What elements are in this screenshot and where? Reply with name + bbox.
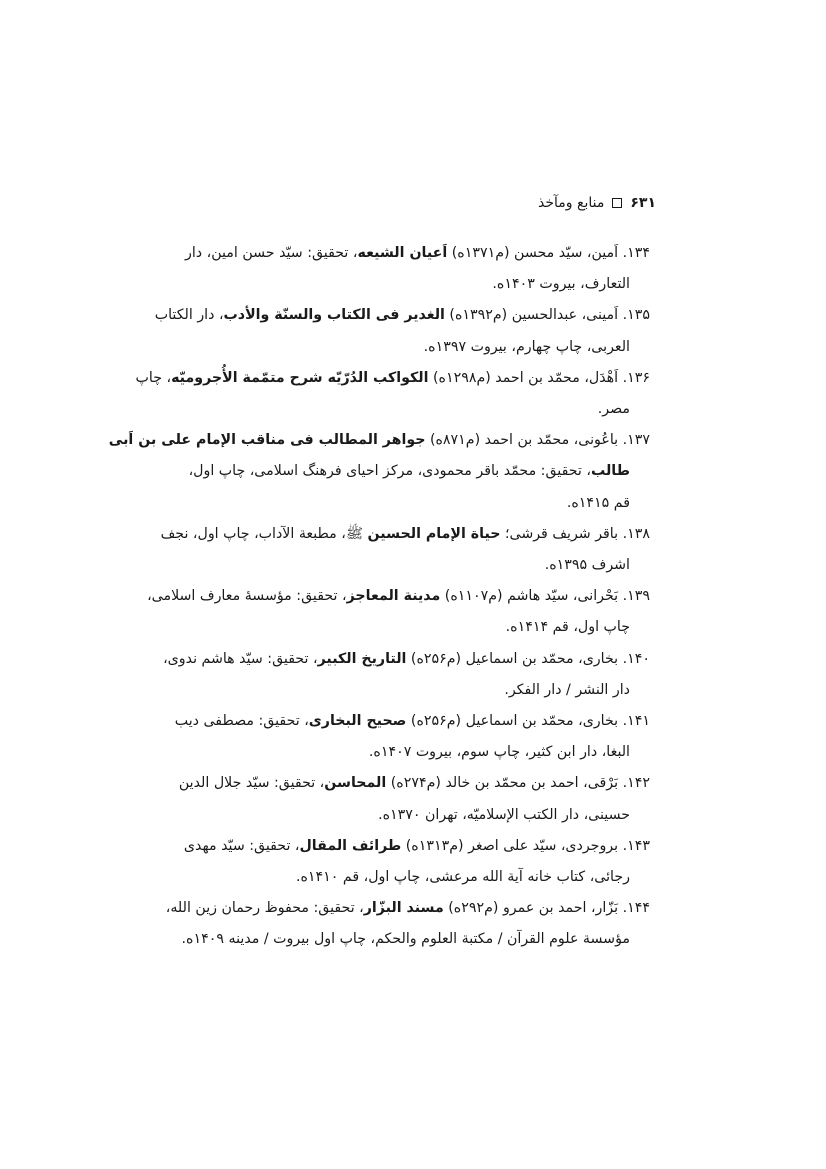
entry-continuation: قم ۱۴۱۵ه.	[566, 494, 630, 511]
entry-line: ۱۴۲. بَرْقی، احمد بن محمّد بن خالد (م۲۷۴ه) المحاسن، تحقیق: سیّد جلال الدین	[178, 775, 650, 792]
entry-author: اَهْدَل، محمّد بن احمد (م۱۲۹۸ه)	[428, 369, 619, 386]
list-item	[160, 519, 650, 581]
entry-details: ، تحقیق: مصطفی دیب	[174, 713, 309, 730]
list-item	[176, 238, 650, 300]
entry-title: صحیح البخاری	[308, 713, 407, 730]
entry-title-continuation: طالب	[590, 463, 630, 480]
entry-details: ، تحقیق: محفوظ رحمان زین الله،	[165, 900, 364, 917]
entry-number: ۱۳۶	[627, 369, 650, 386]
entry-number: ۱۳۷	[627, 432, 650, 449]
entry-details: ، تحقیق: سیّد مهدی	[183, 837, 300, 854]
entry-title: الغدیر فی الکتاب والسنّة والأدب	[223, 307, 445, 324]
entry-number: ۱۴۲	[627, 775, 650, 792]
list-item	[108, 425, 650, 519]
entry-author: بَحْرانی، سیّد هاشم (م۱۱۰۷ه)	[440, 588, 619, 605]
page-number: ۶۳۱	[630, 195, 656, 211]
entry-continuation: رجائی، کتاب خانه آیة الله مرعشی، چاپ اول، قم ۱۴۱۰ه.	[295, 869, 630, 886]
entry-continuation	[176, 456, 650, 487]
bibliography-list	[108, 238, 650, 956]
entry-continuation: البغا، دار ابن کثیر، چاپ سوم، بیروت ۱۴۰۷ه.	[368, 744, 630, 761]
entry-author: بخاری، محمّد بن اسماعیل (م۲۵۶ه)	[406, 713, 619, 730]
entry-details: ، تحقیق: سیّد حسن امین، دار	[185, 245, 358, 261]
entry-line: ۱۳۴. اَمین، سیّد محسن (م۱۳۷۱ه) اَعیان الشیعه، تحقیق: سیّد حسن امین، دار	[185, 245, 650, 261]
entry-continuation: حسینی، دار الکتب الإسلامیّه، تهران ۱۳۷۰ه.	[378, 806, 630, 823]
entry-line: ۱۴۱. بخاری، محمّد بن اسماعیل (م۲۵۶ه) صحیح البخاری، تحقیق: مصطفی دیب	[174, 713, 650, 730]
entry-continuation: مؤسسة علوم القرآن / مکتبة العلوم والحکم، چاپ اول بیروت / مدینه ۱۴۰۹ه.	[181, 931, 630, 948]
entry-details: ، چاپ	[135, 369, 172, 386]
entry-line: ۱۳۶. اَهْدَل، محمّد بن احمد (م۱۲۹۸ه) الکواکب الدُرّیّه شرح متمّمة الأُجرومیّه، چاپ	[135, 369, 650, 386]
running-header	[178, 191, 656, 215]
entry-title: اَعیان الشیعه	[357, 245, 448, 261]
list-item	[163, 644, 650, 706]
entry-title: حیاة الإمام الحسین	[367, 525, 501, 542]
entry-continuation: العربی، چاپ چهارم، بیروت ۱۳۹۷ه.	[423, 338, 630, 355]
entry-continuation: دار النشر / دار الفکر.	[504, 681, 630, 698]
entry-continuation: اشرف ۱۳۹۵ه.	[544, 557, 630, 574]
entry-number: ۱۴۴	[627, 900, 650, 917]
entry-number: ۱۳۴	[627, 245, 650, 261]
entry-number: ۱۳۹	[627, 588, 650, 605]
square-bullet-icon	[612, 198, 622, 208]
entry-line: ۱۳۸. باقر شریف قرشی؛ حیاة الإمام الحسین ﷺ، مطبعة الآداب، چاپ اول، نجف	[160, 525, 650, 542]
entry-continuation: التعارف، بیروت ۱۴۰۳ه.	[492, 276, 630, 293]
list-item	[176, 768, 650, 830]
entry-details: ، دار الکتاب	[154, 307, 224, 324]
entry-number: ۱۴۱	[627, 713, 650, 730]
entry-number: ۱۴۳	[627, 837, 650, 854]
entry-details: ﷺ، مطبعة الآداب، چاپ اول، نجف	[160, 525, 368, 542]
entry-author: بَزّار، احمد بن عمرو (م۲۹۲ه)	[443, 900, 619, 917]
entry-author: بَرْقی، احمد بن محمّد بن خالد (م۲۷۴ه)	[386, 775, 619, 792]
entry-details: ، تحقیق: سیّد هاشم ندوی،	[163, 650, 318, 667]
list-item	[176, 706, 650, 768]
entry-line: ۱۳۷. باعُونی، محمّد بن احمد (م۸۷۱ه) جواهر المطالب فی مناقب الإمام علی بن اَبی	[108, 432, 650, 449]
entry-author: اَمینی، عبدالحسین (م۱۳۹۲ه)	[444, 307, 619, 324]
entry-line: ۱۴۳. بروجردی، سیّد علی اصغر (م۱۳۱۳ه) طرائف المقال، تحقیق: سیّد مهدی	[183, 837, 650, 854]
list-item	[135, 363, 650, 425]
list-item	[165, 893, 650, 955]
list-item	[154, 300, 650, 362]
list-item	[176, 831, 650, 893]
entry-title: المحاسن	[324, 775, 387, 792]
entry-number: ۱۴۰	[627, 650, 650, 667]
list-item	[147, 581, 650, 643]
entry-details: ، تحقیق: محمّد باقر محمودی، مرکز احیای فرهنگ اسلامی، چاپ اول،	[188, 463, 591, 480]
entry-line: ۱۴۰. بخاری، محمّد بن اسماعیل (م۲۵۶ه) التاریخ الکبیر، تحقیق: سیّد هاشم ندوی،	[163, 650, 650, 667]
entry-author: باعُونی، محمّد بن احمد (م۸۷۱ه)	[425, 432, 619, 449]
entry-line: ۱۳۹. بَحْرانی، سیّد هاشم (م۱۱۰۷ه) مدینة المعاجز، تحقیق: مؤسسهٔ معارف اسلامی،	[147, 588, 650, 605]
entry-line: ۱۴۴. بَزّار، احمد بن عمرو (م۲۹۲ه) مسند البزّار، تحقیق: محفوظ رحمان زین الله،	[165, 900, 650, 917]
entry-continuation: چاپ اول، قم ۱۴۱۴ه.	[505, 619, 630, 636]
entry-title: الکواکب الدُرّیّه شرح متمّمة الأُجرومیّه	[171, 369, 429, 386]
entry-details: ، تحقیق: سیّد جلال الدین	[178, 775, 325, 792]
entry-title: مدینة المعاجز	[346, 588, 441, 605]
running-title: منابع ومآخذ	[538, 195, 605, 211]
entry-title: طرائف المقال	[299, 837, 402, 854]
entry-title: مسند البزّار	[363, 900, 444, 917]
entry-title: جواهر المطالب فی مناقب الإمام علی بن اَبی	[108, 432, 426, 449]
entry-number: ۱۳۵	[627, 307, 650, 324]
entry-line: ۱۳۵. اَمینی، عبدالحسین (م۱۳۹۲ه) الغدیر فی الکتاب والسنّة والأدب، دار الکتاب	[154, 307, 650, 324]
entry-number: ۱۳۸	[627, 525, 650, 542]
entry-author: باقر شریف قرشی؛	[500, 525, 619, 542]
entry-title: التاریخ الکبیر	[317, 650, 407, 667]
entry-author: اَمین، سیّد محسن (م۱۳۷۱ه)	[447, 245, 619, 261]
entry-author: بخاری، محمّد بن اسماعیل (م۲۵۶ه)	[406, 650, 619, 667]
entry-continuation: مصر.	[597, 401, 630, 418]
entry-author: بروجردی، سیّد علی اصغر (م۱۳۱۳ه)	[401, 837, 619, 854]
entry-details: ، تحقیق: مؤسسهٔ معارف اسلامی،	[147, 588, 347, 605]
